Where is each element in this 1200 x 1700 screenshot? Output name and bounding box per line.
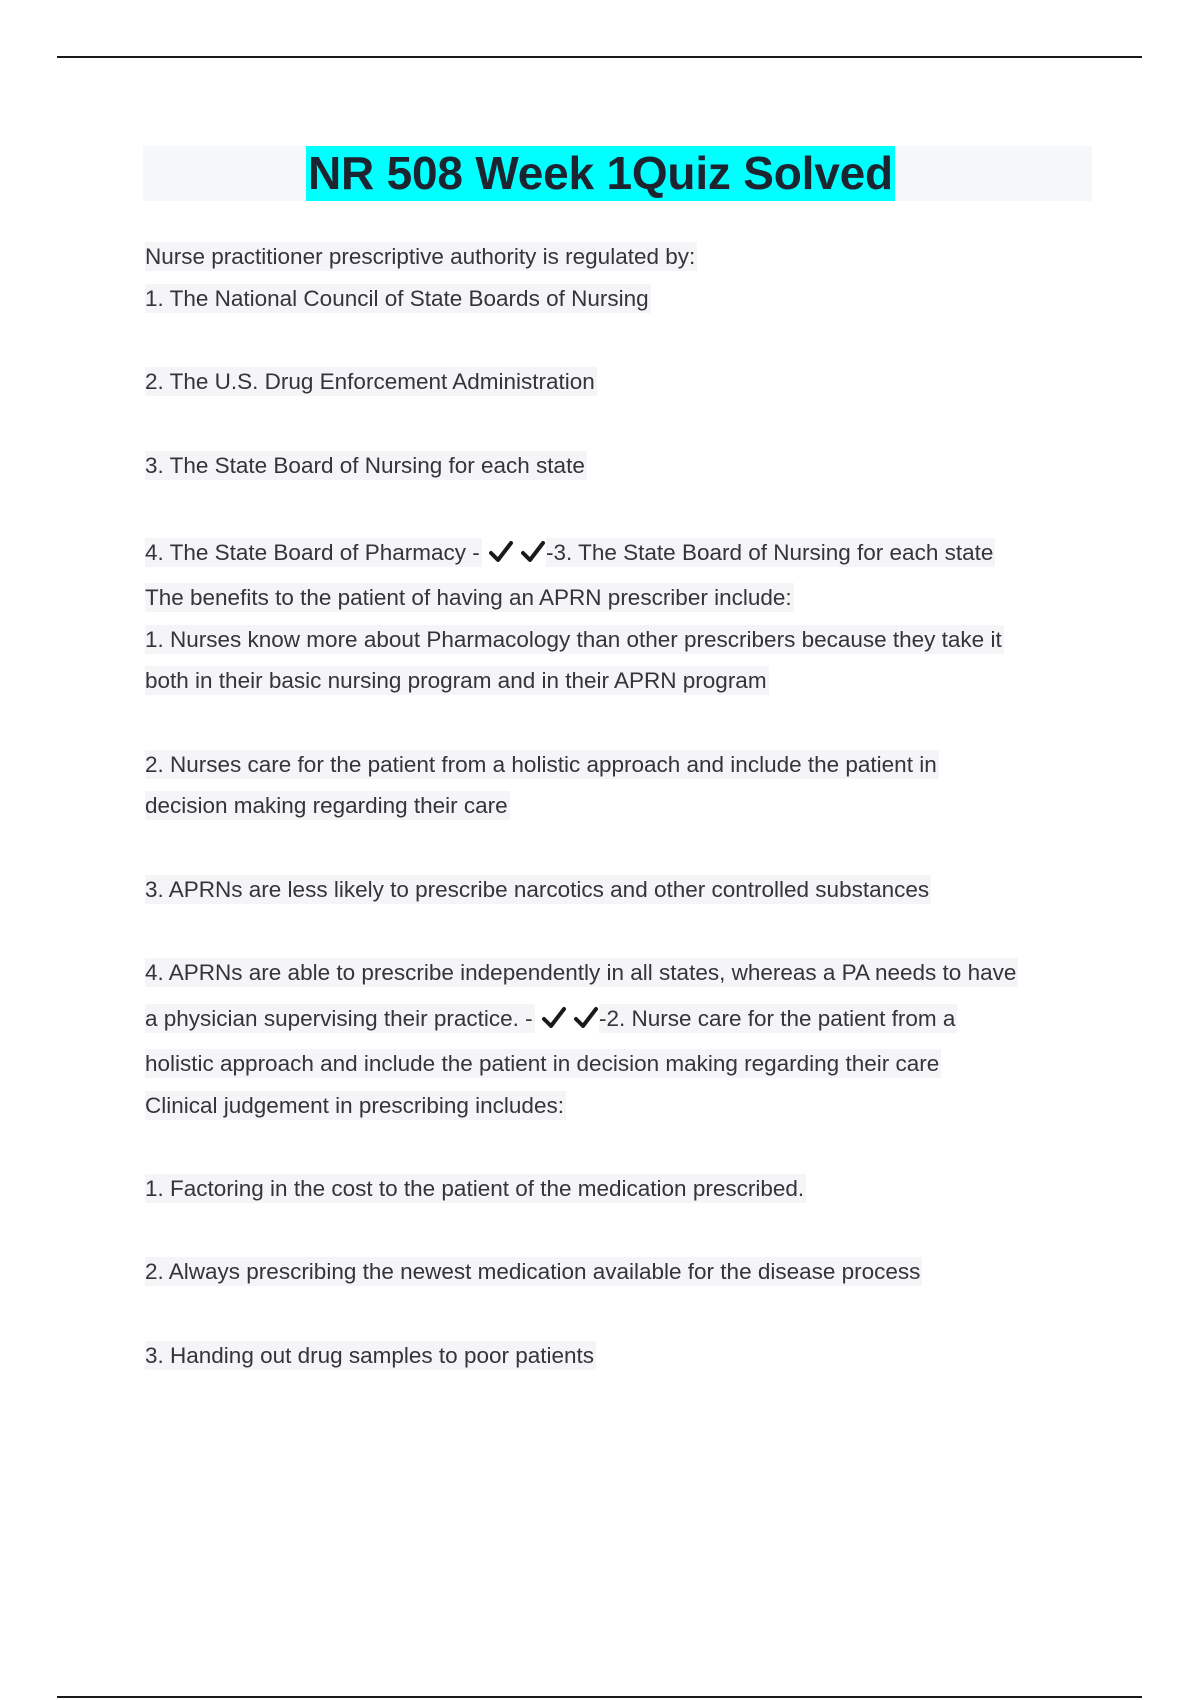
q3-option-1-text: 1. Factoring in the cost to the patient of the medication prescribed. — [145, 1176, 805, 1201]
check-mark-icon — [520, 539, 546, 565]
q3-option-2 — [145, 1257, 922, 1287]
q2-option-1-text-1: 1. Nurses know more about Pharmacology than other prescribers because they take it — [145, 627, 1002, 652]
q2-option-4-line-1 — [145, 958, 1018, 988]
top-rule — [57, 56, 1142, 58]
q2-option-3 — [145, 875, 931, 905]
q1-option-4-answer — [145, 538, 995, 568]
q2-option-2-line-2 — [145, 791, 510, 821]
q1-option-3-text: 3. The State Board of Nursing for each state — [145, 453, 585, 478]
q2-question — [145, 583, 794, 613]
q2-option-3-text: 3. APRNs are less likely to prescribe narcotics and other controlled substances — [145, 877, 930, 902]
q2-option-2-line-1 — [145, 750, 939, 780]
q1-option-2-text: 2. The U.S. Drug Enforcement Administration — [145, 369, 595, 394]
page-title: NR 508 Week 1Quiz Solved — [308, 147, 893, 199]
q2-option-2-text-2: decision making regarding their care — [145, 793, 508, 818]
q2-answer-text-2: holistic approach and include the patient in decision making regarding their care — [145, 1051, 940, 1076]
q1-option-1-text: 1. The National Council of State Boards of Nursing — [145, 286, 649, 311]
bottom-rule — [57, 1696, 1142, 1698]
q3-option-3 — [145, 1341, 596, 1371]
q2-question-text: The benefits to the patient of having an APRN prescriber include: — [145, 585, 792, 610]
q1-answer-text: -3. The State Board of Nursing for each state — [546, 540, 994, 565]
q3-option-3-text: 3. Handing out drug samples to poor patients — [145, 1343, 595, 1368]
q1-question — [145, 242, 697, 272]
q1-option-3 — [145, 451, 587, 481]
q2-option-4-text-1: 4. APRNs are able to prescribe independently in all states, whereas a PA needs to have — [145, 960, 1017, 985]
q3-option-1 — [145, 1174, 806, 1204]
q1-option-2 — [145, 367, 597, 397]
q3-question — [145, 1091, 566, 1121]
q3-option-2-text: 2. Always prescribing the newest medication available for the disease process — [145, 1259, 921, 1284]
q2-option-4-answer — [145, 1004, 957, 1034]
q2-option-1-text-2: both in their basic nursing program and in their APRN program — [145, 668, 767, 693]
q2-option-4-text-2: a physician supervising their practice. - — [145, 1006, 533, 1031]
check-mark-icon — [488, 539, 514, 565]
q2-answer-text-1: -2. Nurse care for the patient from a — [598, 1006, 956, 1031]
q2-option-1-line-1 — [145, 625, 1004, 655]
q1-question-text: Nurse practitioner prescriptive authority is regulated by: — [145, 244, 696, 269]
q1-option-4-text: 4. The State Board of Pharmacy - — [145, 540, 480, 565]
check-mark-icon — [573, 1005, 599, 1031]
check-mark-icon — [541, 1005, 567, 1031]
q3-question-text: Clinical judgement in prescribing includes: — [145, 1093, 564, 1118]
q1-option-1 — [145, 284, 651, 314]
q2-option-2-text-1: 2. Nurses care for the patient from a holistic approach and include the patient in — [145, 752, 937, 777]
q2-option-1-line-2 — [145, 666, 769, 696]
q2-answer-line-2 — [145, 1049, 941, 1079]
